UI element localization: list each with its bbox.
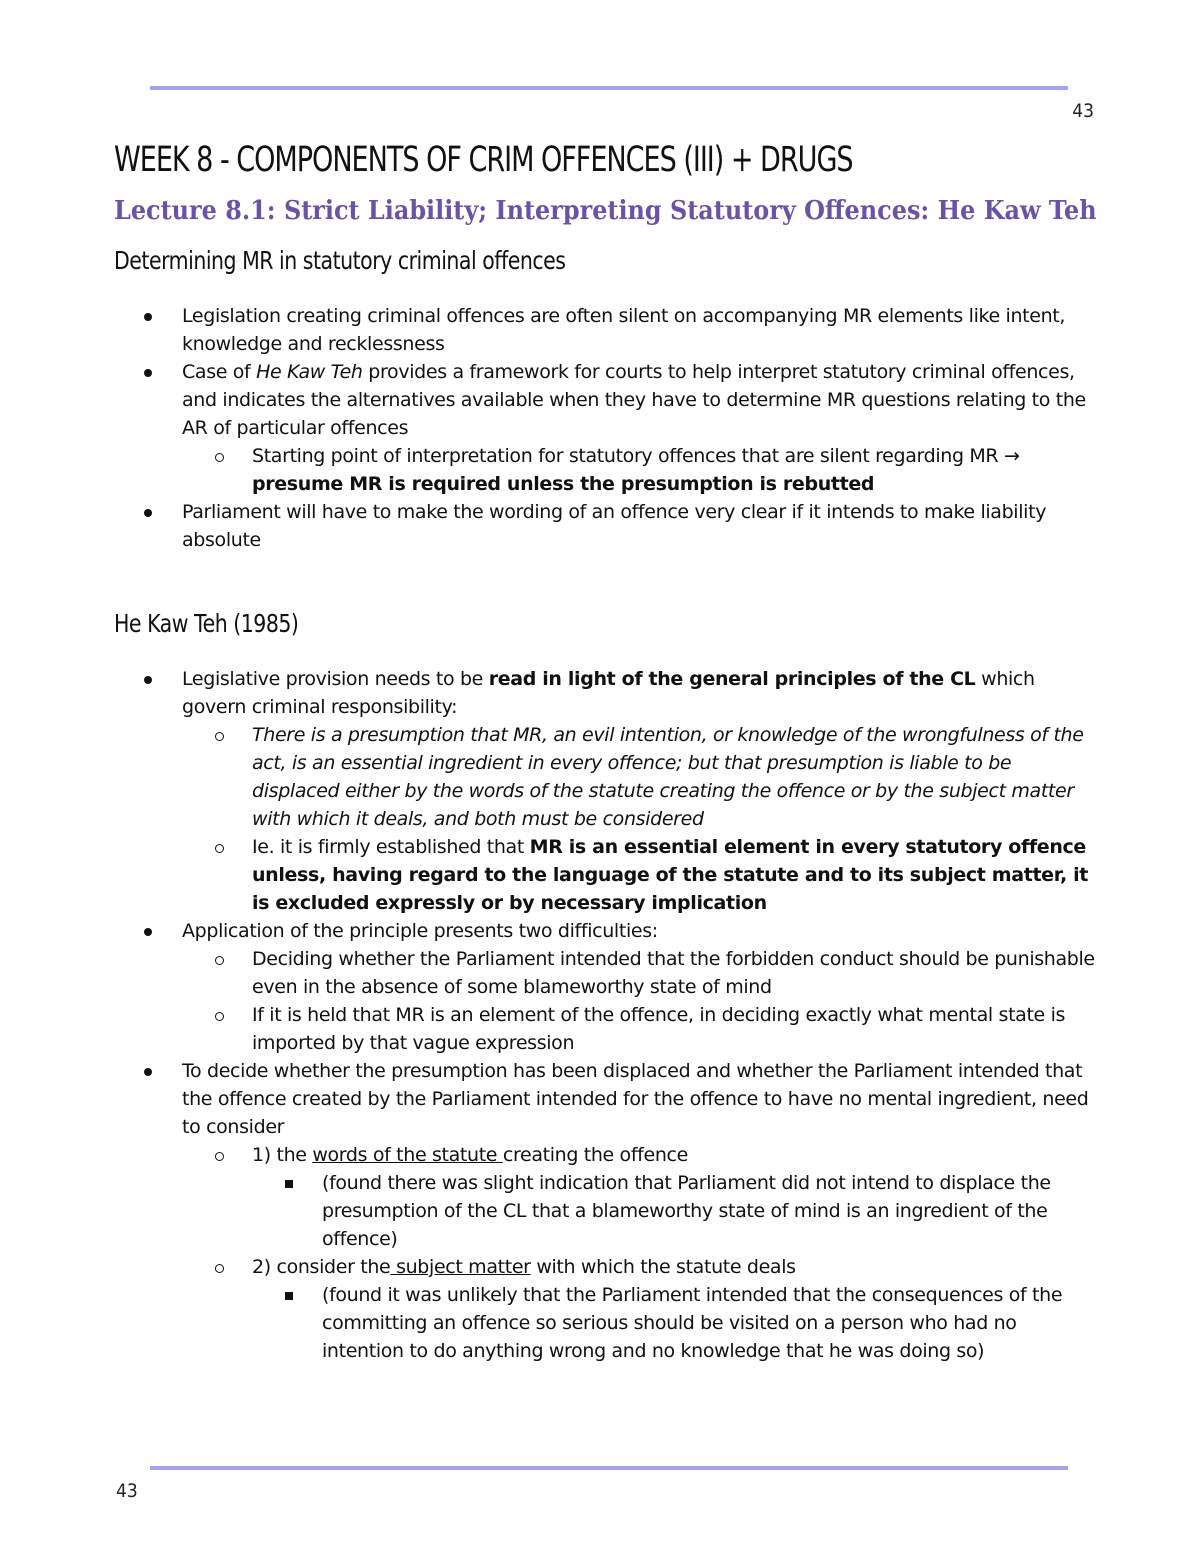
bullet-icon bbox=[144, 665, 152, 693]
bullet-icon bbox=[144, 917, 152, 945]
list-item bbox=[182, 1141, 1104, 1253]
list-item bbox=[114, 358, 1104, 498]
list-item-text: Starting point of interpretation for statutory offences that are silent regarding MR → presume MR is required unless the presumption is rebutted bbox=[252, 445, 1020, 495]
section-he-kaw-teh bbox=[114, 665, 1104, 1365]
list-item-text: To decide whether the presumption has been displaced and whether the Parliament intended that the offence created by the Parliament intended for the offence to have no mental ingredient, need to consider bbox=[182, 1060, 1089, 1138]
page-number-bottom: 43 bbox=[116, 1480, 138, 1502]
list-item-text: 2) consider the subject matter with which the statute deals bbox=[252, 1256, 796, 1278]
lecture-heading: Lecture 8.1: Strict Liability; Interpreting Statutory Offences: He Kaw Teh bbox=[114, 196, 1097, 226]
square-bullet-icon bbox=[285, 1169, 293, 1197]
list-item bbox=[182, 1001, 1104, 1057]
page-title: WEEK 8 - COMPONENTS OF CRIM OFFENCES (III) + DRUGS bbox=[114, 140, 853, 180]
list-item bbox=[114, 665, 1104, 917]
footer-rule bbox=[150, 1466, 1068, 1470]
bullet-icon bbox=[144, 498, 152, 526]
list-item-text: 1) the words of the statute creating the offence bbox=[252, 1144, 688, 1166]
list-item-text: Case of He Kaw Teh provides a framework for courts to help interpret statutory criminal offences, and indicates the alternatives available when they have to determine MR questions relating to the AR of particular offences bbox=[182, 361, 1086, 439]
quote-text: There is a presumption that MR, an evil intention, or knowledge of the wrongfulness of the act, is an essential ingredient in every offence; but that presumption is liable to be displaced either by the words of the statute creating the offence or by the subject matter with which it deals, and both must be considered bbox=[252, 724, 1084, 830]
section-determining-mr bbox=[114, 302, 1104, 554]
bullet-icon bbox=[144, 302, 152, 330]
list-item bbox=[182, 442, 1104, 498]
circle-bullet-icon bbox=[215, 945, 224, 974]
list-item-text: Ie. it is firmly established that MR is an essential element in every statutory offence unless, having regard to the language of the statute and to its subject matter, it is excluded expressly or by necessary implication bbox=[252, 836, 1088, 914]
list-item-text: Legislative provision needs to be read in light of the general principles of the CL which govern criminal responsibility: bbox=[182, 668, 1035, 718]
list-item bbox=[182, 945, 1104, 1001]
case-name: He Kaw Teh bbox=[256, 361, 363, 383]
list-item-text: Parliament will have to make the wording of an offence very clear if it intends to make liability absolute bbox=[182, 501, 1047, 551]
bullet-icon bbox=[144, 358, 152, 386]
circle-bullet-icon bbox=[215, 1253, 224, 1282]
list-item-text: If it is held that MR is an element of the offence, in deciding exactly what mental state is imported by that vague expression bbox=[252, 1004, 1066, 1054]
list-item-text: (found there was slight indication that Parliament did not intend to displace the presumption of the CL that a blameworthy state of mind is an ingredient of the offence) bbox=[322, 1172, 1051, 1250]
bullet-icon bbox=[144, 1057, 152, 1085]
list-item-text: (found it was unlikely that the Parliament intended that the consequences of the committing an offence so serious should be visited on a person who had no intention to do anything wrong and no knowledge that he was doing so) bbox=[322, 1284, 1063, 1362]
circle-bullet-icon bbox=[215, 721, 224, 750]
circle-bullet-icon bbox=[215, 833, 224, 862]
square-bullet-icon bbox=[285, 1281, 293, 1309]
list-item bbox=[114, 302, 1104, 358]
list-item bbox=[252, 1169, 1104, 1253]
list-item-text: Application of the principle presents two difficulties: bbox=[182, 920, 658, 942]
list-item-text: Deciding whether the Parliament intended that the forbidden conduct should be punishable even in the absence of some blameworthy state of mind bbox=[252, 948, 1095, 998]
list-item bbox=[114, 498, 1104, 554]
page-number-top: 43 bbox=[1072, 100, 1094, 122]
list-item bbox=[182, 1253, 1104, 1365]
list-item bbox=[182, 833, 1104, 917]
list-item bbox=[252, 1281, 1104, 1365]
header-rule bbox=[150, 86, 1068, 90]
circle-bullet-icon bbox=[215, 442, 224, 471]
circle-bullet-icon bbox=[215, 1141, 224, 1170]
section-heading-he-kaw-teh: He Kaw Teh (1985) bbox=[114, 609, 299, 638]
list-item-text: Legislation creating criminal offences are often silent on accompanying MR elements like intent, knowledge and recklessness bbox=[182, 305, 1066, 355]
list-item bbox=[114, 917, 1104, 1057]
list-item bbox=[182, 721, 1104, 833]
circle-bullet-icon bbox=[215, 1001, 224, 1030]
section-heading-determining-mr: Determining MR in statutory criminal offences bbox=[114, 246, 566, 275]
list-item bbox=[114, 1057, 1104, 1365]
